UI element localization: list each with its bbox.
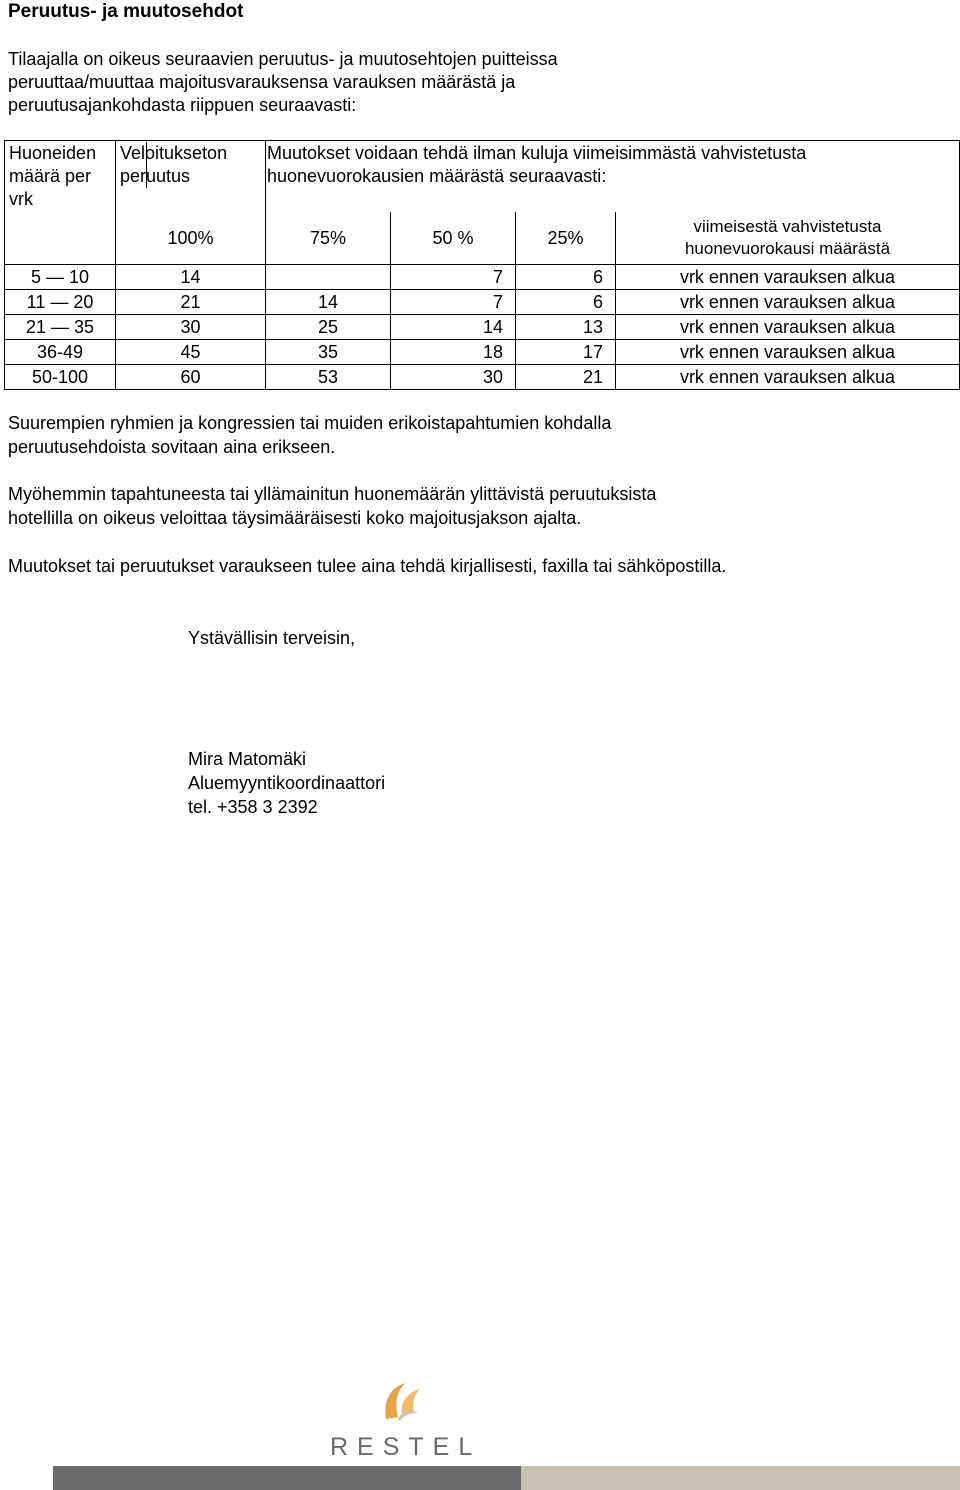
restel-logo-text: RESTEL	[330, 1433, 482, 1461]
cancellation-table	[4, 140, 960, 390]
table-row: 5 — 10 14 7 6 vrk ennen varauksen alkua	[5, 265, 960, 290]
intro-paragraph	[8, 48, 908, 117]
table-row: 50-100 60 53 30 21 vrk ennen varauksen alkua	[5, 365, 960, 390]
signature-phone: tel. +358 3 2392	[188, 797, 318, 817]
paragraph-late-cancellation: Myöhemmin tapahtuneesta tai yllämainitun huonemäärän ylittävistä peruutuksista hotellilla on oikeus veloittaa täysimääräisesti koko majoitusjakson ajalta.	[8, 484, 657, 528]
header-25: 25%	[516, 212, 616, 265]
footer-bar-light	[521, 1466, 960, 1490]
signature-role: Aluemyyntikoordinaattori	[188, 773, 386, 793]
intro-line: peruuttaa/muuttaa majoitusvarauksensa varauksen määrästä ja	[8, 72, 516, 92]
signature-name: Mira Matomäki	[188, 749, 307, 769]
intro-line: peruutusajankohdasta riippuen seuraavasti:	[8, 95, 357, 115]
paragraph-large-groups: Suurempien ryhmien ja kongressien tai muiden erikoistapahtumien kohdalla peruutusehdoista sovitaan aina erikseen.	[8, 413, 612, 457]
intro-line: Tilaajalla on oikeus seuraavien peruutus- ja muutosehtojen puitteissa	[8, 49, 558, 69]
header-100: 100%	[116, 212, 266, 265]
header-free-cancellation: Veloitukseton peruutus	[116, 141, 266, 213]
table-row: 36-49 45 35 18 17 vrk ennen varauksen alkua	[5, 340, 960, 365]
header-last-confirmed: viimeisestä vahvistetusta huonevuorokausi määrästä	[616, 212, 960, 265]
header-rooms-per-day: Huoneiden määrä per vrk	[5, 141, 116, 213]
footer-bar-dark	[53, 1466, 521, 1490]
header-75: 75%	[266, 212, 391, 265]
table-row: 11 — 20 21 14 7 6 vrk ennen varauksen alkua	[5, 290, 960, 315]
page-title: Peruutus- ja muutosehdot	[8, 1, 244, 22]
paragraph-written-notice: Muutokset tai peruutukset varaukseen tulee aina tehdä kirjallisesti, faxilla tai sähköpostilla.	[8, 556, 727, 576]
table-row: 21 — 35 30 25 14 13 vrk ennen varauksen alkua	[5, 315, 960, 340]
header-changes: Muutokset voidaan tehdä ilman kuluja viimeisimmästä vahvistetusta huonevuorokausien määrästä seuraavasti:	[266, 141, 960, 213]
greeting: Ystävällisin terveisin,	[188, 628, 356, 648]
signature-block	[188, 747, 385, 819]
header-50: 50 %	[391, 212, 516, 265]
header-blank	[5, 212, 116, 265]
